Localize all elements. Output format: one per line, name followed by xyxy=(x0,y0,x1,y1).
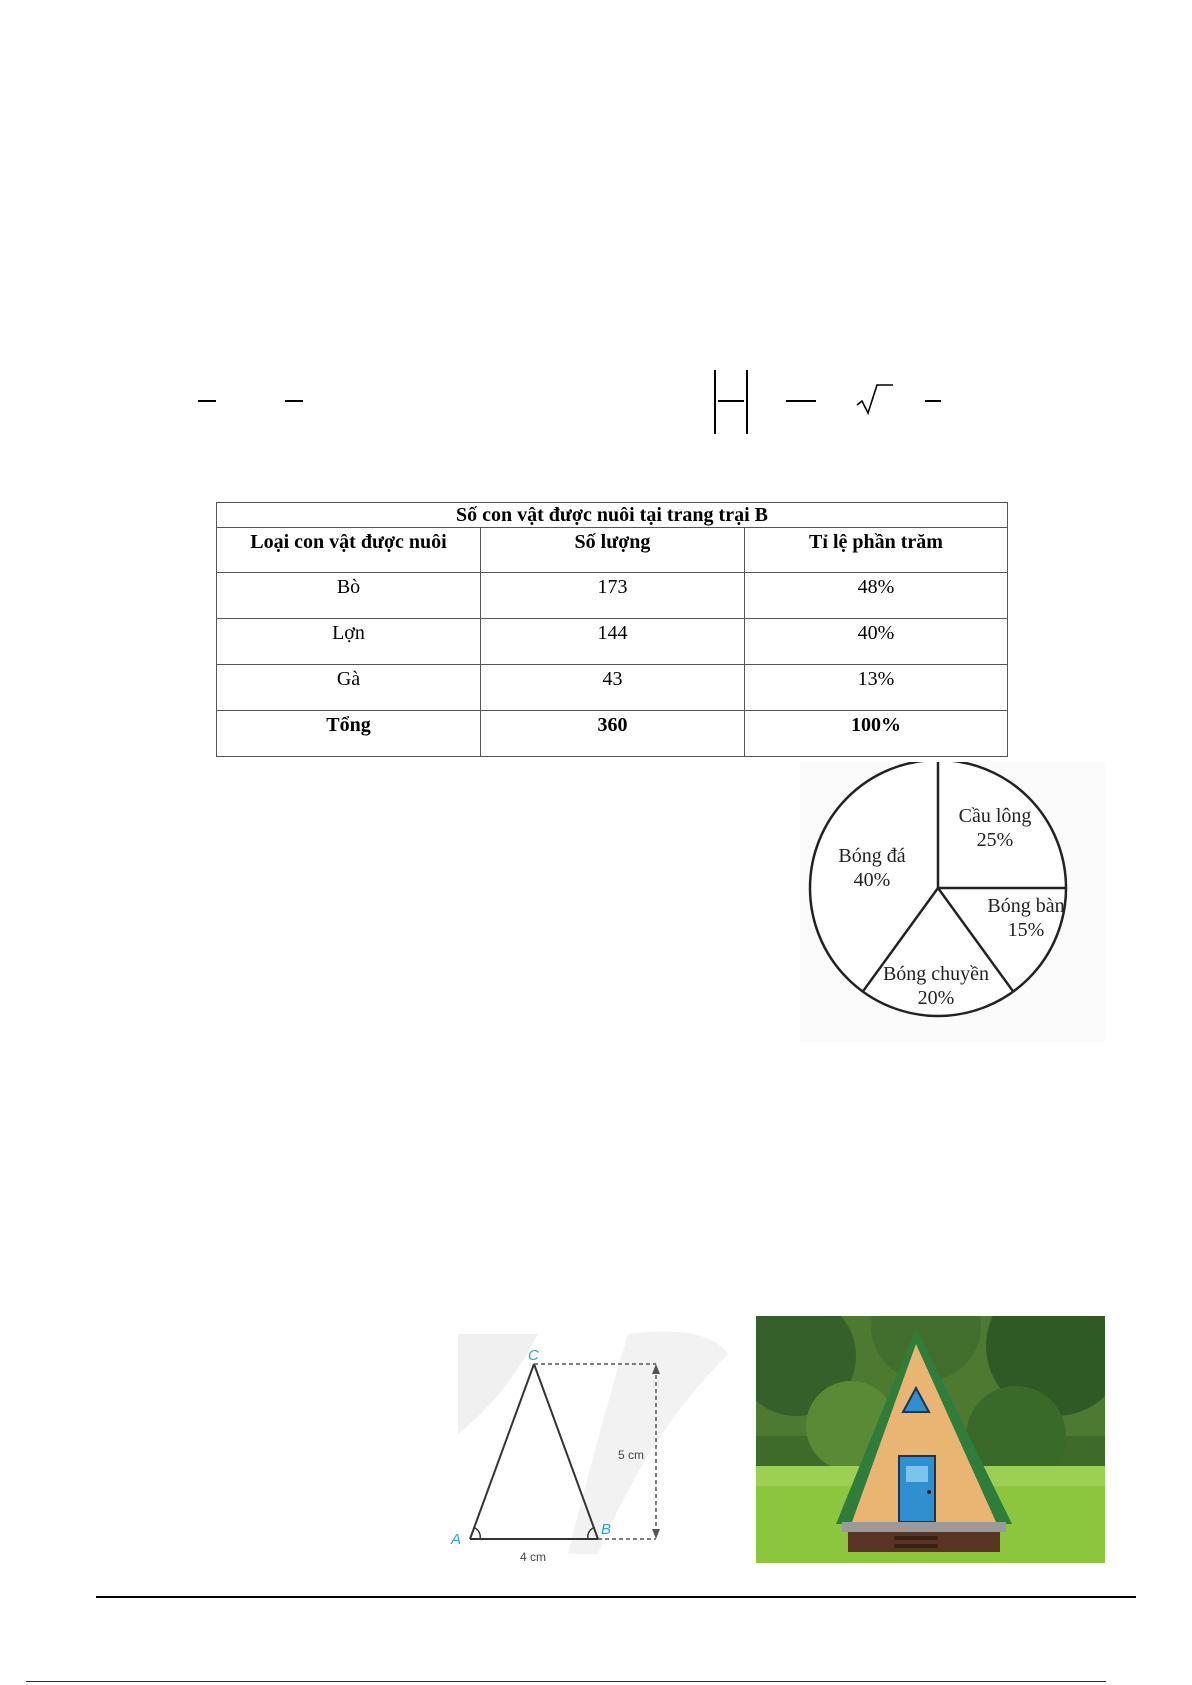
pie-slice-value: 15% xyxy=(1007,919,1045,941)
pie-slice-label: Bóng chuyền xyxy=(882,963,990,985)
pie-slice-label: Cầu lông xyxy=(958,805,1032,827)
base-length-label: 4 cm xyxy=(520,1550,547,1564)
table-header: Tỉ lệ phần trăm xyxy=(745,528,1008,573)
pie-slice-label: Bóng đá xyxy=(838,845,906,867)
footer-divider xyxy=(96,1596,1136,1598)
height-length-label: 5 cm xyxy=(617,1448,644,1462)
pie-slice-value: 40% xyxy=(853,869,891,891)
pie-slice-value: 25% xyxy=(976,829,1014,851)
table-cell: 40% xyxy=(745,619,1008,665)
pie-slice-value: 20% xyxy=(917,987,955,1009)
table-cell: 144 xyxy=(481,619,745,665)
table-cell: 173 xyxy=(481,573,745,619)
table-cell: 13% xyxy=(745,665,1008,711)
sqrt-icon xyxy=(855,383,895,415)
table-row xyxy=(217,665,1008,711)
table-row xyxy=(217,619,1008,665)
table-cell: 100% xyxy=(745,711,1008,757)
pie-slice-label: Bóng bàn xyxy=(987,895,1065,917)
table-cell: Gà xyxy=(217,665,481,711)
table-cell: 360 xyxy=(481,711,745,757)
a-frame-house-photo xyxy=(756,1316,1105,1563)
vertex-label-a: A xyxy=(451,1531,462,1548)
table-total-row xyxy=(217,711,1008,757)
table-cell: Lợn xyxy=(217,619,481,665)
table-caption: Số con vật được nuôi tại trang trại B xyxy=(217,503,1008,528)
table-cell: Bò xyxy=(217,573,481,619)
table-cell: Tổng xyxy=(217,711,481,757)
triangle-diagram xyxy=(448,1314,738,1574)
table-cell: 43 xyxy=(481,665,745,711)
table-header: Số lượng xyxy=(481,528,745,573)
farm-animals-table xyxy=(216,502,1008,757)
table-cell: 48% xyxy=(745,573,1008,619)
sports-pie-chart xyxy=(800,762,1106,1042)
vertex-label-b: B xyxy=(601,1521,612,1538)
table-row xyxy=(217,573,1008,619)
table-header: Loại con vật được nuôi xyxy=(217,528,481,573)
page-bottom-divider xyxy=(26,1681,1106,1682)
vertex-label-c: C xyxy=(528,1347,539,1364)
